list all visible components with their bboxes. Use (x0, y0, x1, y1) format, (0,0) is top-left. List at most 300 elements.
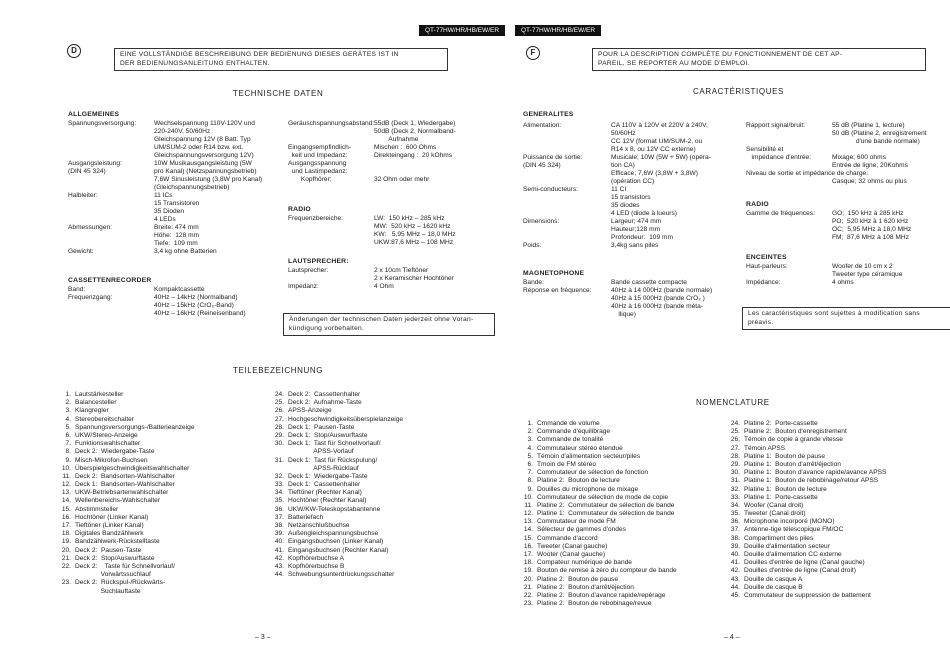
spec-label: Dimensions: (523, 218, 560, 225)
tech-data-title: TECHNISCHE DATEN (233, 89, 324, 98)
section-radio-title: RADIO (288, 206, 311, 213)
list-item-label: Commande de tonalité (537, 436, 604, 444)
list-item-label: Platine 1: Bouton d'arrêt/éjection (744, 460, 841, 468)
list-item-label: Douilles d'entrée de ligne (Canal gauche) (744, 559, 865, 567)
list-item (55, 465, 195, 473)
list-item-label: Kopfhörerbuchse B (288, 562, 345, 570)
spec-row (68, 192, 288, 224)
list-item (724, 461, 886, 469)
list-item (55, 473, 195, 481)
list-item (55, 563, 195, 571)
list-item-number: 7. (527, 469, 533, 477)
list-item-number: 2. (65, 399, 71, 407)
list-item-number: 43. (730, 575, 740, 583)
list-item-label: UKW/Stereo-Anzeige (75, 431, 138, 439)
list-item-number: 27. (730, 444, 740, 452)
list-item-label: Témoin APSS (744, 444, 786, 452)
list-item-number: 30. (274, 440, 284, 448)
spec-label: Impédance: (746, 279, 781, 286)
list-item-number: 17. (523, 551, 533, 558)
list-item-label: Platine 2: Bouton de pause (537, 575, 619, 583)
list-item (55, 440, 195, 448)
list-item-number: 35. (730, 510, 740, 518)
manual-note-fr: POUR LA DESCRIPTION COMPLÈTE DU FONCTIONNEMENT DE CET AP- PAREIL, SE REPORTER AU MODE D'EMPLOI. (592, 48, 926, 71)
spec-label: Halbleiter: (68, 192, 98, 199)
list-item (268, 538, 403, 546)
list-item-label: Vorwärtssuchlauf (75, 571, 151, 579)
list-item-label: Platine 1: Bouton de lecture (744, 485, 827, 493)
list-item-label: Wooter (Canal gauche) (537, 551, 606, 558)
list-item (55, 407, 195, 415)
spec-row (288, 215, 488, 247)
list-item (517, 420, 677, 428)
list-item-number: 39. (274, 530, 284, 538)
list-item (517, 453, 677, 461)
spec-label: Impedanz: (288, 283, 319, 290)
list-item (55, 579, 195, 587)
list-item-number: 15. (523, 534, 533, 542)
spec-label: Poids: (523, 242, 542, 249)
spec-table-speaker (288, 267, 488, 291)
spec-row (288, 160, 488, 184)
list-item-label: Deck 1: Tast für Rückspulung/ (288, 456, 378, 464)
list-item-number: 8. (65, 448, 71, 456)
list-item-label: Deck 1: Cassettenhalter (288, 481, 361, 489)
section-speaker-title: LAUTSPRECHER: (288, 258, 349, 265)
list-item-number: 6. (65, 431, 71, 439)
list-item-label: Platine 1: Bouton de rebobinage/retour APSS (744, 477, 879, 485)
list-item-number: 12. (523, 510, 533, 518)
spec-row (523, 154, 743, 186)
list-item-number: 1. (65, 391, 71, 398)
spec-table-general (68, 120, 288, 256)
list-item-label: Suchlauftaste (75, 587, 141, 595)
list-item-label: UKW/KW-Teleskopstabantenne (288, 505, 381, 513)
list-item-label: Klangregler (75, 407, 109, 415)
list-item-label: Netzanschlußbuchse (288, 522, 350, 529)
list-item (517, 543, 677, 551)
model-header-left: QT-77HW/HR/HB/EW/ER (419, 25, 505, 36)
list-item-number: 10. (61, 464, 71, 472)
spec-label: Eingangsempfindlich- keit und Impedanz: (288, 144, 352, 159)
list-item (55, 391, 195, 399)
section-radio-fr-title: RADIO (746, 201, 769, 208)
list-item (517, 600, 677, 608)
spec-row (746, 210, 946, 242)
list-item-label: Platine 1: Porte-cassette (744, 493, 818, 501)
spec-value: Casque; 32 ohms ou plus (832, 178, 907, 185)
spec-value: Bande cassette compacte (611, 279, 687, 286)
list-item (55, 522, 195, 530)
list-item-label: Platine 2: Bouton d'avance rapide/repérage (537, 591, 666, 599)
list-item (55, 555, 195, 563)
list-item-label: Platine 2: Bouton de lecture (537, 477, 620, 485)
spec-value: 4 ohms (832, 279, 854, 286)
list-item-label: Tmoin de FM stéréo (537, 460, 596, 468)
spec-value: Breite: 474 mm Höhe: 128 mm Tiefe: 109 mm (154, 224, 200, 247)
list-item (268, 432, 403, 440)
list-item-number: 14. (523, 526, 533, 534)
list-item (55, 481, 195, 489)
list-item-number: 33. (274, 481, 284, 489)
spec-label: Bande: (523, 279, 544, 286)
list-item-number: 15. (61, 505, 71, 513)
spec-value: 40Hz à 14 000Hz (bande normale) 40Hz à 15 000Hz (bande CrO₂ ) 40Hz à 16 000Hz (bande méta- llique) (611, 287, 713, 318)
list-item-number: 12. (61, 481, 71, 489)
model-header-right: QT-77HW/HR/HB/EW/ER (515, 25, 601, 36)
spec-value: 10W Musikausgangsleistung (5W pro Kanal) (Netzspannungsbetrieb) 7,6W Sinusleistung (3,8W pro Kanal) (Gleichspannungsbetrieb) (154, 160, 263, 191)
list-item-label: Commutateur de sélection de fonction (537, 469, 649, 477)
list-item-number: 28. (730, 452, 740, 460)
spec-label: Niveau de sortie et impédance de charge: (746, 170, 869, 177)
spec-table-cassette (68, 286, 288, 318)
list-item (268, 440, 403, 448)
language-badge-de: D (67, 44, 81, 58)
list-item-number: 32. (730, 485, 740, 493)
list-item (724, 445, 886, 453)
list-item-number: 3. (527, 436, 533, 444)
list-item-number: 30. (730, 469, 740, 477)
list-item (268, 514, 403, 522)
list-item-number: 20. (523, 575, 533, 583)
list-item-label: Misch-Mikrofon-Buchsen (75, 456, 148, 464)
list-item (268, 416, 403, 424)
list-item-label: Douille de casque A (744, 575, 803, 583)
parts-list-de-1 (55, 391, 195, 596)
spec-label: Gewicht: (68, 248, 94, 255)
list-item (517, 576, 677, 584)
list-item-number: 40. (730, 551, 740, 558)
spec-row (288, 144, 488, 160)
list-item-number: 25. (274, 399, 284, 407)
list-item-label: Platine 1: Bouton d'avance rapide/avance APSS (744, 469, 887, 477)
list-item (517, 477, 677, 485)
spec-value: 55 dB (Platine 1, lecture) 50 dB (Platine 2, enregistrement d'une bande normale) (832, 122, 927, 145)
list-item-label: Batteriefach (288, 513, 324, 521)
list-item-number: 4. (65, 415, 71, 423)
spec-table-rapport (746, 122, 946, 186)
list-item (268, 506, 403, 514)
spec-label: Rapport signal/bruit: (746, 122, 806, 129)
list-item-label: Woofer (Canal droit) (744, 501, 804, 509)
list-item-label: Sélecteur de gammes d'ondes (537, 526, 626, 534)
list-item-label: Commande d'accord (537, 534, 598, 542)
spec-table-radio (288, 215, 488, 247)
list-item-label: Deck 1: Stop/Auswurftaste (288, 431, 368, 439)
list-item (724, 428, 886, 436)
list-item-number: 11. (62, 472, 71, 480)
list-item-number: 22. (523, 591, 533, 599)
list-item (724, 576, 886, 584)
spec-label: Sensibilité et impédance d'entrée: (746, 146, 812, 161)
list-item (724, 469, 886, 477)
list-item-number: 27. (274, 415, 284, 423)
list-item-label: Commutateur stéréo étendue (537, 444, 623, 452)
list-item-label: APSS-Vorlauf (288, 448, 354, 456)
list-item-number: 9. (527, 485, 533, 493)
list-item-label: Témoin d'alimentation secteur/piles (537, 452, 641, 460)
spec-row (746, 263, 946, 279)
list-item-number: 6. (527, 460, 533, 468)
spec-value: 32 Ohm oder mehr (374, 176, 430, 183)
spec-row (746, 279, 946, 287)
list-item (268, 424, 403, 432)
spec-value: CA 110V à 120V et 220V à 240V, 50/60Hz CC 12V (format UM/SUM-2, ou R14 x 8, ou 12V CC externe) (611, 122, 708, 153)
spec-row (523, 242, 743, 250)
spec-value: GO; 150 kHz à 285 kHz PO; 520 kHz à 1 620 kHz OC; 5,95 MHz à 18,0 MHz FM; 87,6 MHz à 108 MHz (832, 210, 912, 241)
list-item-number: 43. (274, 562, 284, 570)
list-item-label: Hochtöner (Linker Kanal) (75, 513, 149, 521)
list-item (724, 477, 886, 485)
spec-row (523, 122, 743, 154)
section-general-title: ALLGEMEINES (68, 111, 120, 118)
list-item (268, 399, 403, 407)
spec-row (746, 122, 946, 146)
list-item-label: Eingangsbuchsen (Rechter Kanal) (288, 546, 389, 554)
list-item (517, 592, 677, 600)
list-item-number: 31. (730, 477, 740, 485)
list-item-number: 3. (65, 407, 71, 415)
list-item (724, 543, 886, 551)
list-item-label: Platine 2: Bouton de rebobinage/revue (537, 600, 652, 608)
spec-label: Semi-conducteurs: (523, 186, 578, 193)
list-item (268, 407, 403, 415)
list-item-label: Microphone incorporé (MONO) (744, 518, 835, 526)
list-item-number: 10. (523, 493, 533, 501)
list-item (268, 563, 403, 571)
list-item-number: 18. (61, 530, 71, 538)
spec-table-radio-fr (746, 210, 946, 242)
list-item-label: Überspielgeschwindigkeitswahlschalter (75, 464, 190, 472)
list-item-label: Commande d'équilibrage (537, 428, 611, 436)
list-item-number: 24. (730, 420, 740, 427)
list-item-label: Commutateur de sélection de mode de copie (537, 493, 669, 501)
spec-row (523, 218, 743, 242)
list-item (517, 428, 677, 436)
list-item-label: Kopfhörerbuchse A (288, 554, 345, 562)
list-item-label: Eingangsbuchsen (Linker Kanal) (288, 538, 384, 546)
list-item-number: 45. (730, 591, 740, 599)
list-item (724, 420, 886, 428)
list-item-label: Douilles d'entrée de ligne (Canal droit) (744, 567, 856, 575)
list-item-number: 23. (61, 579, 71, 587)
list-item-number: 28. (274, 423, 284, 431)
list-item-label: Deck 2: Aufnahme-Taste (288, 399, 362, 407)
spec-value: 11 CI 15 transistors 35 diodes 4 LED (diode à lueurs) (611, 186, 677, 217)
characteristics-title: CARACTÉRISTIQUES (693, 87, 784, 96)
list-item-number: 33. (730, 493, 740, 501)
list-item (724, 592, 886, 600)
list-item (268, 497, 403, 505)
list-item-number: 35. (274, 497, 284, 505)
list-item-label: Platine 1: Commutateur de sélection de bande (537, 510, 675, 518)
list-item (55, 506, 195, 514)
parts-title-fr: NOMENCLATURE (696, 398, 770, 407)
list-item-label: Compateur numérique de bande (537, 559, 632, 567)
spec-value: Mischen : 600 Ohms Direkteingang : 20 kOhms (374, 144, 453, 159)
list-item-number: 16. (61, 513, 71, 521)
list-item (55, 497, 195, 505)
spec-value: Musicale; 10W (5W + 5W) (opéra- tion CA) Efficace; 7,6W (3,8W + 3,8W) (opération CC) (611, 154, 711, 185)
list-item-number: 19. (61, 538, 71, 546)
list-item-label: Commutateur de mode FM (537, 518, 616, 526)
list-item-label: Digitales Bandzählwerk (75, 530, 144, 538)
language-badge-fr: F (526, 46, 540, 60)
spec-row (746, 170, 946, 186)
list-item-number: 34. (274, 489, 284, 497)
list-item-label: Bandzählwerk-Rückstelltaste (75, 538, 160, 546)
spec-label: Abmessungen: (68, 224, 112, 231)
list-item-number: 24. (274, 391, 284, 398)
list-item (55, 448, 195, 456)
list-item (724, 510, 886, 518)
spec-value: 4 Ohm (374, 283, 394, 290)
list-item (517, 461, 677, 469)
list-item (55, 530, 195, 538)
parts-list-de-2 (268, 391, 403, 579)
list-item-label: Deck 2: Rückspul-/Rückwärts- (75, 579, 166, 587)
list-item (55, 489, 195, 497)
spec-value: Woofer de 10 cm x 2 Tweeter type céramique (832, 263, 903, 278)
list-item-number: 41. (274, 546, 284, 554)
spec-label: Réponse en fréquence: (523, 287, 592, 294)
list-item-number: 22. (61, 562, 71, 570)
list-item-label: Tieftöner (Linker Kanal) (75, 522, 144, 529)
list-item-label: Douille d'alimentation CC externe (744, 551, 842, 558)
list-item-label: UKW-Betriebsartenwahlschalter (75, 489, 169, 497)
list-item-label: Platine 2: Porte-cassette (744, 420, 818, 427)
list-item-label: Commutateur de suppression de battement (744, 591, 871, 599)
section-generalites-title: GENERALITES (523, 111, 574, 118)
spec-label: Frequenzgang: (68, 294, 113, 301)
list-item-number: 31. (274, 456, 284, 464)
list-item-number: 37. (274, 513, 284, 521)
spec-value: 2 x 10cm Tieftöner 2 x Keramischer Hochtöner (374, 267, 454, 282)
spec-value: LW: 150 kHz – 285 kHz MW: 520 kHz – 1620 kHz KW: 5,95 MHz – 18,0 MHz UKW:87,6 MHz – 108 MHz (374, 215, 456, 246)
list-item-number: 42. (730, 567, 740, 575)
list-item-label: Cmmande de volume (537, 420, 600, 427)
spec-table-generalites (523, 122, 743, 250)
list-item-label: Lautstärkesteller (75, 391, 124, 398)
list-item-number: 8. (527, 477, 533, 485)
list-item-number: 1. (527, 420, 533, 427)
list-item (517, 494, 677, 502)
list-item (268, 448, 403, 456)
spec-row (68, 248, 288, 256)
list-item (724, 584, 886, 592)
spec-label: Alimentation: (523, 122, 562, 129)
list-item-label: Douille de casque B (744, 583, 803, 591)
list-item-number: 34. (730, 501, 740, 509)
list-item-number: 2. (527, 428, 533, 436)
list-item-number: 44. (730, 583, 740, 591)
spec-label: Band: (68, 286, 86, 293)
section-cassette-title: CASSETTENRECORDER (68, 277, 152, 284)
list-item (724, 567, 886, 575)
list-item-number: 42. (274, 554, 284, 562)
list-item-number: 32. (274, 472, 284, 480)
spec-row (68, 286, 288, 294)
list-item-number: 39. (730, 542, 740, 550)
list-item (55, 538, 195, 546)
list-item (724, 535, 886, 543)
spec-value: 40Hz – 14kHz (Normalband) 40Hz – 15kHz (CrO₂-Band) 40Hz – 16kHz (Reineisenband) (154, 294, 246, 317)
spec-label: Lautsprecher: (288, 267, 329, 274)
list-item-number: 29. (274, 431, 284, 439)
manual-note-de: EINE VOLLSTÄNDIGE BESCHREIBUNG DER BEDIENUNG DIESES GERÄTES IST IN DER BEDIENUNGSANLEITUNG ENTHALTEN. (114, 48, 448, 71)
list-item-number: 38. (274, 522, 284, 529)
list-item-number: 41. (730, 559, 740, 567)
list-item (517, 518, 677, 526)
list-item (517, 567, 677, 575)
list-item-label: Deck 2: Stop/Auswurftaste (75, 554, 155, 562)
spec-row (523, 287, 743, 319)
list-item-number: 7. (65, 440, 71, 448)
list-item-number: 21. (61, 554, 71, 562)
spec-label: Frequenzbereiche: (288, 215, 343, 222)
list-item-number: 29. (730, 460, 740, 468)
spec-label: Gamme de fréquences: (746, 210, 815, 217)
spec-row (68, 294, 288, 318)
list-item (517, 584, 677, 592)
list-item (268, 457, 403, 465)
list-item (517, 559, 677, 567)
list-item-number: 25. (730, 428, 740, 436)
list-item-number: 4. (527, 444, 533, 452)
list-item-label: Stereobereitschalter (75, 415, 135, 423)
spec-label: Geräuschspannungsabstand: (288, 120, 375, 127)
list-item (268, 571, 403, 579)
list-item-number: 19. (523, 567, 533, 575)
list-item (268, 489, 403, 497)
spec-value: Wechselspannung 110V-120V und 220-240V, 50/60Hz Gleichspannung 12V (8 Batt. Typ UM/SUM-2 oder R14 bzw. ext. Gleichspannungsversorgung 12V) (154, 120, 255, 159)
section-enceintes-title: ENCEINTES (746, 254, 787, 261)
spec-label: Spannungsversorgung: (68, 120, 137, 127)
parts-list-fr-2 (724, 420, 886, 600)
list-item-label: Deck 1: Bandsorten-Wahlschalter (75, 481, 175, 489)
list-item (724, 551, 886, 559)
spec-label: Puissance de sortie: (DIN 45 324) (523, 154, 583, 169)
list-item-label: Douille d'alimentation secteur (744, 542, 830, 550)
list-item-label: Außengleichspannungsbuchse (288, 530, 379, 538)
list-item (517, 436, 677, 444)
list-item (55, 416, 195, 424)
spec-value: 55dB (Deck 1, Wiedergabe) 50dB (Deck 2, Normalband- Aufnahme (374, 120, 456, 143)
list-item (724, 486, 886, 494)
list-item (517, 526, 677, 534)
list-item-label: Platine 2: Bouton d'enregistrement (744, 428, 847, 436)
list-item (517, 469, 677, 477)
list-item-number: 5. (527, 452, 533, 460)
list-item-label: Deck 2: Bandsorten-Wahlschalter (75, 472, 175, 480)
section-magnetophone-title: MAGNETOPHONE (523, 270, 585, 277)
list-item-label: Bouton de remise à zéro du compteur de bande (537, 567, 677, 575)
list-item (268, 481, 403, 489)
spec-table-enceintes (746, 263, 946, 287)
list-item (724, 502, 886, 510)
spec-row (288, 120, 488, 144)
list-item (55, 399, 195, 407)
list-item-number: 5. (65, 423, 71, 431)
list-item-number: 40. (274, 538, 284, 546)
list-item-label: Platine 1: Bouton de pause (744, 452, 826, 460)
list-item (724, 436, 886, 444)
list-item-number: 44. (274, 571, 284, 579)
list-item (724, 494, 886, 502)
list-item (724, 559, 886, 567)
list-item-number: 16. (523, 542, 533, 550)
spec-value: Mixage; 600 ohms Entrée de ligne; 20Kohms (832, 154, 908, 169)
